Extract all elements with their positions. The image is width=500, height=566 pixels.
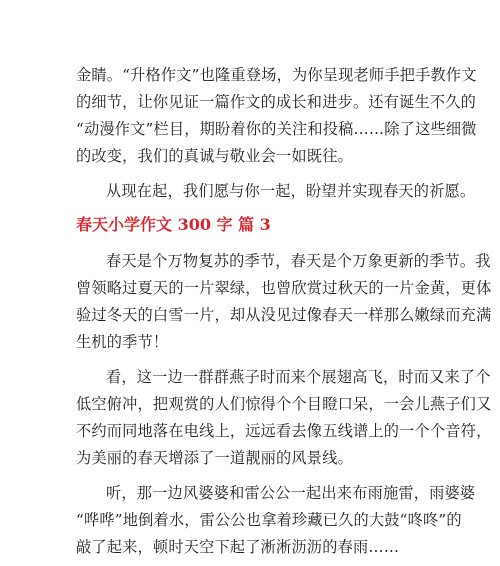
text-line: 低空俯冲，把观赏的人们惊得个个目瞪口呆，一会儿燕子们又 (76, 395, 492, 413)
text-line: 春天是个万物复苏的季节，春天是个万象更新的季节。我 (106, 252, 491, 270)
text-line: “哗哗”地倒着水，雷公公也拿着珍藏已久的大鼓“咚咚”的 (76, 511, 462, 529)
text-line: 敲了起来，顿时天空下起了淅淅沥沥的春雨…… (76, 538, 400, 556)
text-line: 生机的季节！ (76, 333, 169, 351)
text-line: 的改变，我们的真诚与敬业会一如既往。 (76, 147, 353, 165)
section-heading: 春天小学作文 300 字 篇 3 (76, 215, 271, 234)
text-line: “动漫作文”栏目，期盼着你的关注和投稿……除了这些细微 (76, 120, 477, 138)
text-line: 听，那一边风婆婆和雷公公一起出来布雨施雷，雨婆婆 (106, 484, 476, 502)
text-line: 为美丽的春天增添了一道靓丽的风景线。 (76, 449, 353, 467)
text-line: 不约而同地落在电线上，远远看去像五线谱上的一个个音符， (76, 422, 492, 440)
text-line: 看，这一边一群群燕子时而来个展翅高飞，时而又来了个 (106, 368, 491, 386)
text-line: 验过冬天的白雪一片，却从没见过像春天一样那么嫩绿而充满 (76, 306, 492, 324)
text-line: 从现在起，我们愿与你一起，盼望并实现春天的祈愿。 (106, 182, 476, 200)
text-line: 的细节，让你见证一篇作文的成长和进步。还有诞生不久的 (76, 93, 477, 111)
text-line: 曾领略过夏天的一片翠绿，也曾欣赏过秋天的一片金黄，更体 (76, 279, 492, 297)
text-line: 金睛。“升格作文”也隆重登场，为你呈现老师手把手教作文 (76, 66, 477, 84)
